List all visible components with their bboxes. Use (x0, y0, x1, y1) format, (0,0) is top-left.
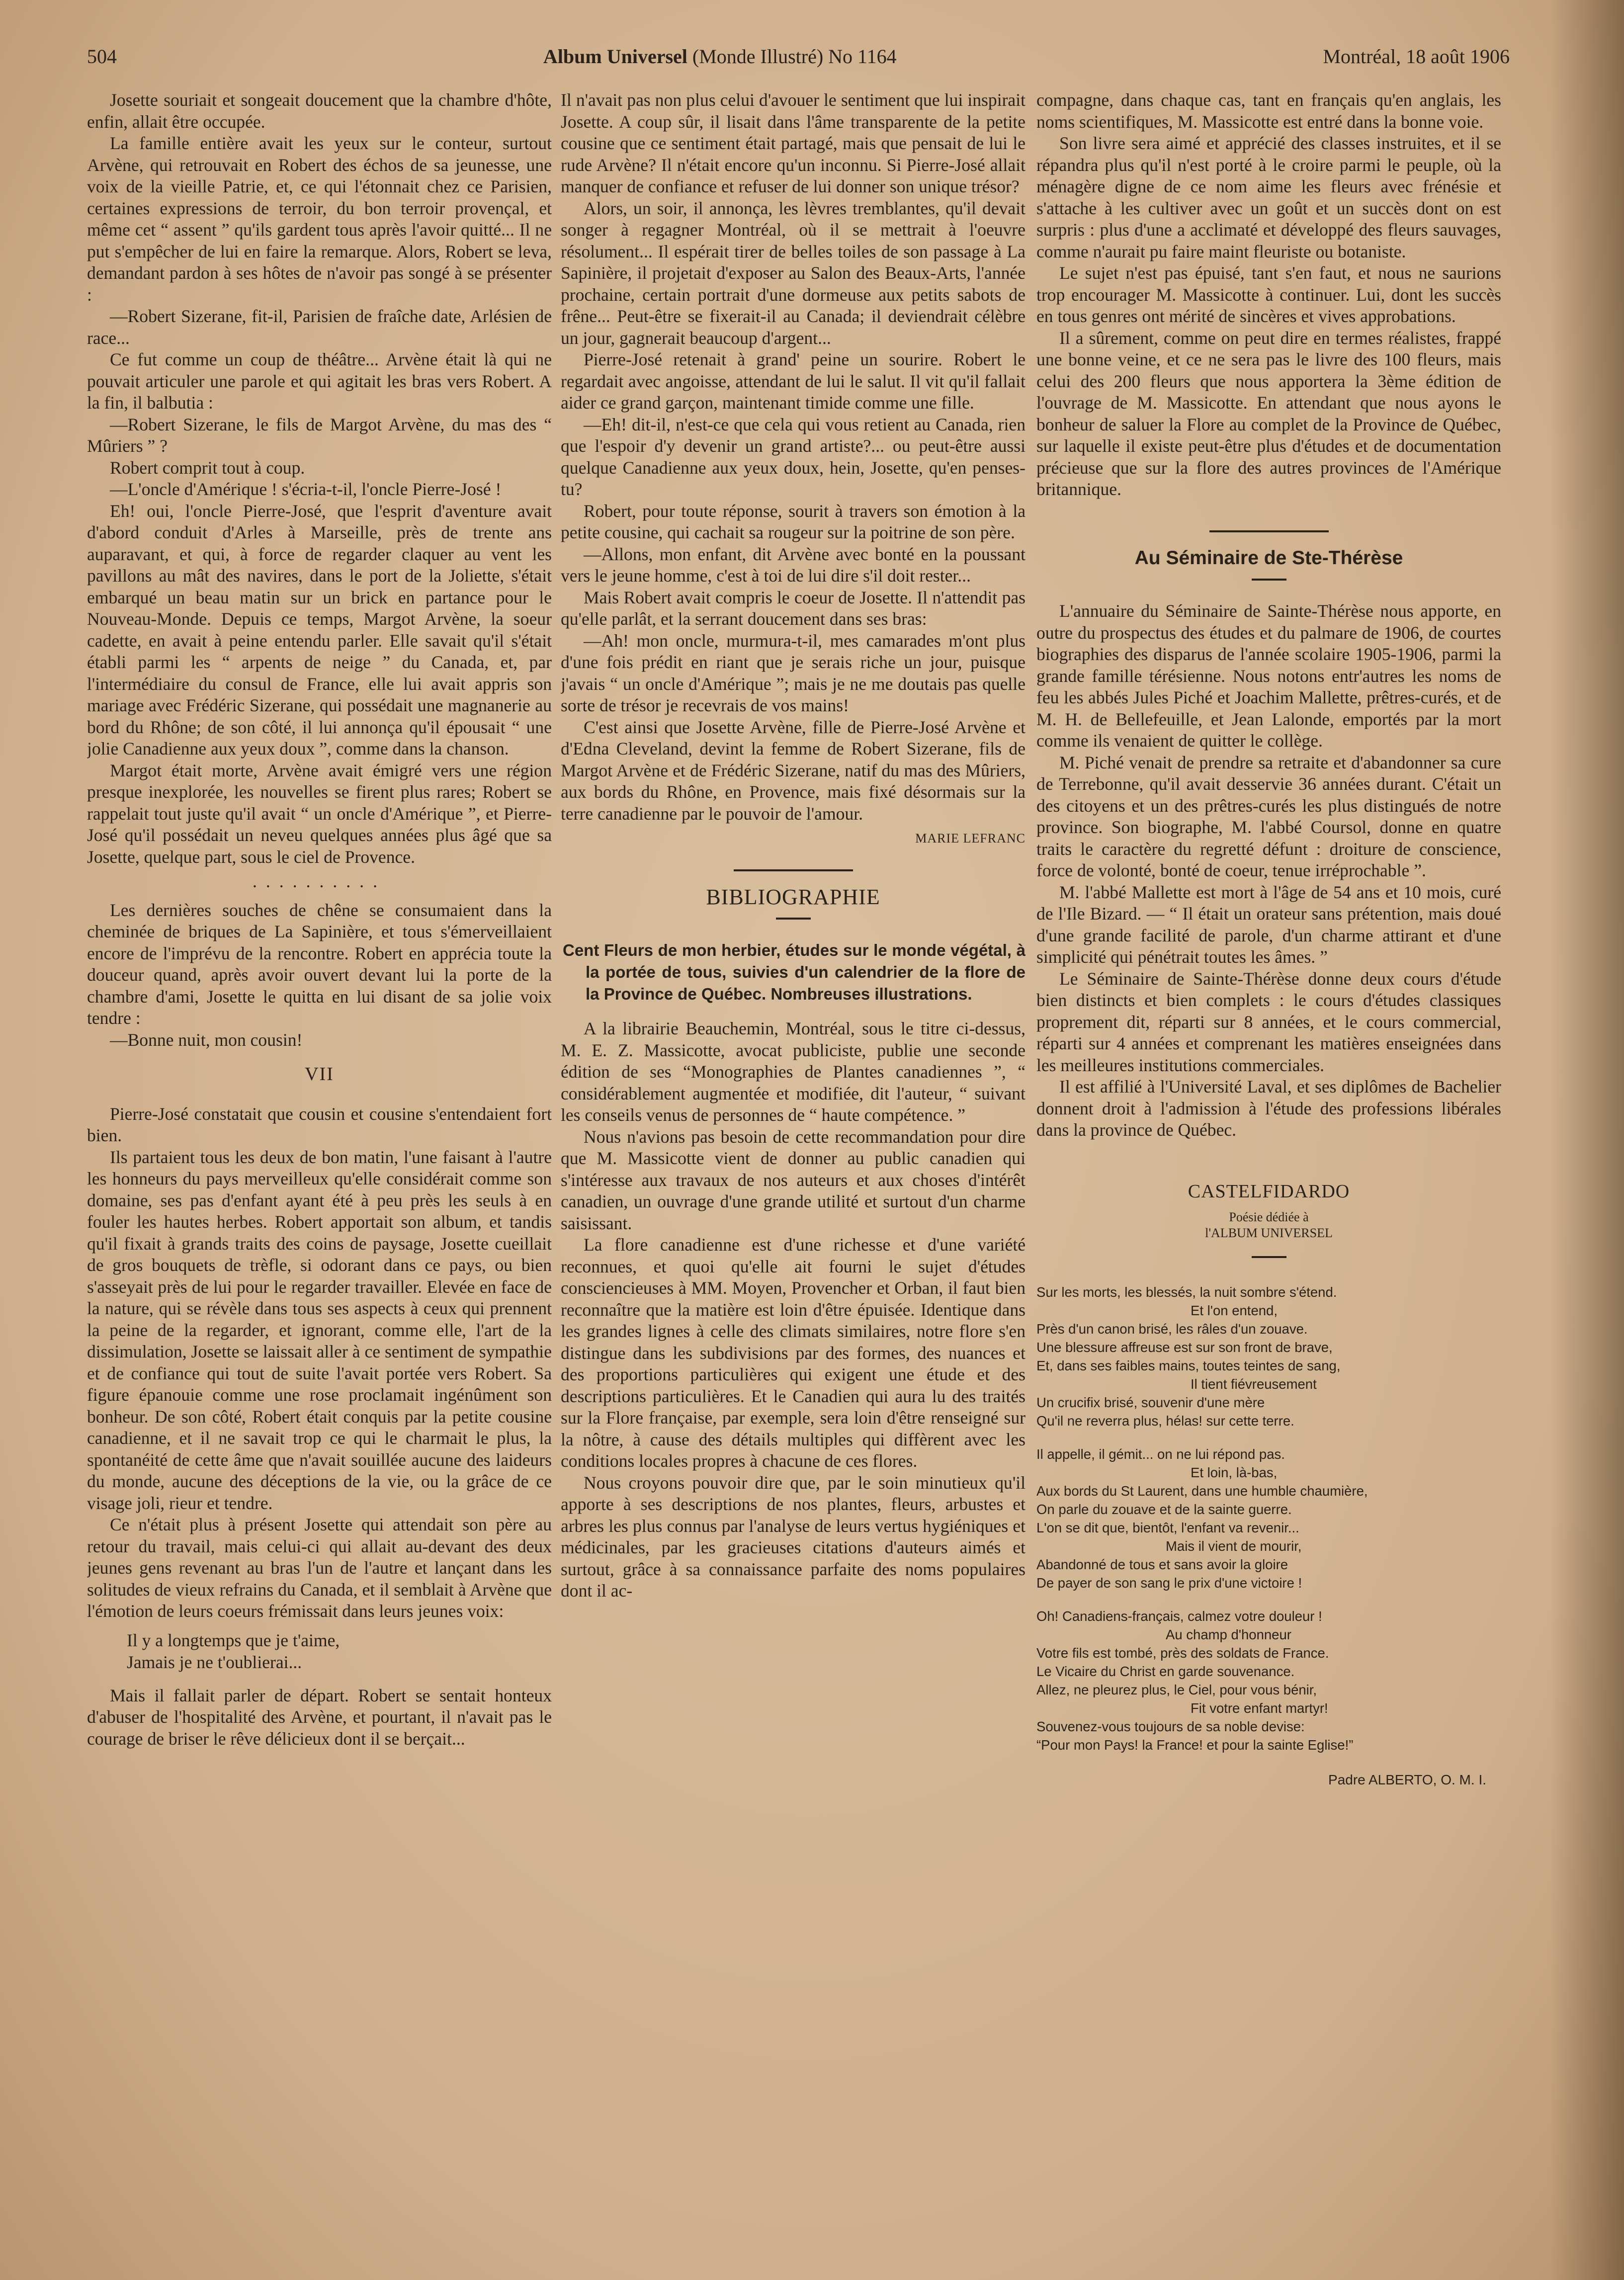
divider-rule-short (1252, 1256, 1286, 1258)
poem-line: Il tient fiévreusement (1191, 1376, 1317, 1392)
poem-line: Une blessure affreuse est sur son front de brave, (1036, 1340, 1333, 1355)
poem-title: CASTELFIDARDO (1188, 1181, 1350, 1202)
book-title: Cent Fleurs de mon herbier, études sur le monde végétal, à la portée de tous, suivies d'un calendrier de la flore de la Province de Québec. Nombreuses illustrations. (563, 941, 1026, 1003)
paragraph: Pierre-José constatait que cousin et cousine s'entendaient fort bien. (87, 1103, 552, 1145)
poem-line: “Pour mon Pays! la France! et pour la sainte Eglise!” (1036, 1737, 1354, 1753)
page-edge-shadow (1549, 0, 1624, 2280)
paragraph: Les dernières souches de chêne se consumaient dans la cheminée de briques de La Sapinière, et tous s'émerveillaient encore de l'imprévu de la rencontre. Robert en apprécia toute la douceur quand, après avoir ouvert devant lui la porte de la chambre d'ami, Josette le quitta en lui disant de sa jolie voix tendre : (87, 900, 552, 1028)
paragraph: Robert comprit tout à coup. (110, 457, 305, 478)
poem-line: Allez, ne pleurez plus, le Ciel, pour vous bénir, (1036, 1682, 1317, 1697)
paragraph: compagne, dans chaque cas, tant en français qu'en anglais, les noms scientifiques, M. Massicotte est entré dans la bonne voie. (1036, 90, 1501, 132)
divider-rule (734, 869, 853, 871)
poem-line: Le Vicaire du Christ en garde souvenance. (1036, 1664, 1295, 1679)
poem-dedication: l'ALBUM UNIVERSEL (1205, 1226, 1333, 1240)
paragraph: Il n'avait pas non plus celui d'avouer le sentiment que lui inspirait Josette. A coup sûr, il lisait dans l'âme transparente de la petite cousine que ce sentiment était partagé, mais que pensait de lui le rude Arvène? Il n'était encore qu'un inconnu. Si Pierre-José allait manquer de confiance et refuser de lui donner son unique trésor? (561, 90, 1026, 196)
paragraph: —Robert Sizerane, fit-il, Parisien de fraîche date, Arlésien de race... (87, 306, 552, 348)
poem-line: Près d'un canon brisé, les râles d'un zouave. (1036, 1321, 1308, 1337)
paragraph: Alors, un soir, il annonça, les lèvres tremblantes, qu'il devait songer à regagner Montréal, où il se mettrait à l'oeuvre résolument... Il espérait tirer de belles toiles de son passage à La Sapinière, il projetait d'exposer au Salon des Beaux-Arts, l'année prochaine, certain portrait d'une dormeuse aux petits sabots de frêne... Peut-être se fixerait-il au Canada; il deviendrait célèbre un jour, gagnerait beaucoup d'argent... (561, 198, 1026, 348)
poem-line: Votre fils est tombé, près des soldats de France. (1036, 1645, 1329, 1661)
divider-rule (1209, 530, 1329, 532)
column-1 (87, 89, 552, 2257)
paragraph: —Eh! dit-il, n'est-ce que cela qui vous retient au Canada, rien que l'espoir d'y devenir un grand artiste?... ou peut-être aussi quelque Canadienne aux yeux doux, hein, Josette, qu'en penses-tu? (561, 414, 1026, 499)
publication-issue: (Monde Illustré) No 1164 (692, 45, 897, 68)
paragraph: La famille entière avait les yeux sur le conteur, surtout Arvène, qui retrouvait en Robert des échos de sa jeunesse, une voix de la vieille Patrie, et, ce qui l'étonnait chez ce Parisien, certaines expressions de terroir, du bon terroir provençal, et même cet “ assent ” qu'ils gardent tous après l'avoir quitté... Il ne put s'empêcher de lui en faire la remarque. Alors, Robert se leva, demandant pardon à ses hôtes de n'avoir pas songé à se présenter : (87, 133, 552, 305)
paragraph: —Ah! mon oncle, murmura-t-il, mes camarades m'ont plus d'une fois prédit en riant que je serais riche un jour, puisque j'avais “ un oncle d'Amérique ”; mais je ne me doutais pas quelle sorte de trésor je recevrais de vos mains! (561, 630, 1026, 715)
column-2 (561, 89, 1026, 2257)
paragraph: Mais il fallait parler de départ. Robert se sentait honteux d'abuser de l'hospitalité des Arvène, et pourtant, il n'avait pas le courage de briser le rêve délicieux dont il se berçait... (87, 1685, 552, 1749)
divider-rule-short (776, 918, 811, 920)
poem-stanza (1036, 1283, 1501, 1430)
poem (1036, 1283, 1501, 1754)
paragraph: —L'oncle d'Amérique ! s'écria-t-il, l'oncle Pierre-José ! (110, 479, 502, 499)
paragraph: Josette souriait et songeait doucement que la chambre d'hôte, enfin, allait être occupée. (87, 90, 552, 132)
paragraph: Mais Robert avait compris le coeur de Josette. Il n'attendit pas qu'elle parlât, et la serrant doucement dans ses bras: (561, 587, 1026, 629)
paragraph: —Bonne nuit, mon cousin! (110, 1029, 303, 1050)
paragraph: La flore canadienne est d'une richesse et d'une variété reconnues, et quoi qu'elle ait fourni le sujet d'études consciencieuses à MM. Moyen, Provencher et Orban, il faut bien reconnaître que la matière est loin d'être épuisée. Identique dans les grandes lignes à celle des climats similaires, notre flore s'en distingue dans les subdivisions par des formes, des nuances et des proportions particulières qui exigent une étude et des descriptions particulières. Et le Canadien qui aura lu des traités sur la Flore française, par exemple, sera loin d'être renseigné sur la nôtre, à cause des détails multiples qui diffèrent avec les conditions locales propres à chacune de ces flores. (561, 1235, 1026, 1471)
paragraph: M. l'abbé Mallette est mort à l'âge de 54 ans et 10 mois, curé de l'Ile Bizard. — “ Il était un orateur sans prétention, mais doué d'une grande facilité de parole, d'un charme attirant et d'une simplicité qui pénétrait toutes les âmes. ” (1036, 882, 1501, 967)
paragraph: Il est affilié à l'Université Laval, et ses diplômes de Bachelier donnent droit à l'admission à l'étude des professions libérales dans la province de Québec. (1036, 1077, 1501, 1140)
verse-line: Il y a longtemps que je t'aime, (127, 1630, 340, 1650)
paragraph: Eh! oui, l'oncle Pierre-José, que l'esprit d'aventure avait d'abord conduit d'Arles à Marseille, près de trente ans auparavant, et qui, à force de regarder claquer au vent les pavillons au mât des navires, dans le port de la Joliette, s'était embarqué un beau matin sur un brick en partance pour le Nouveau-Monde. Depuis ce temps, Margot Arvène, la soeur cadette, en avait à peine entendu parler. Elle savait qu'il s'était établi parmi les “ arpents de neige ” du Canada, et, par l'intermédiaire du consul de France, elle lui avait appris son mariage avec Frédéric Sizerane, qui possédait une magnanerie au bord du Rhône; de son côté, il lui annonça qu'il épousait “ une jolie Canadienne aux yeux doux ”, comme dans la chanson. (87, 501, 552, 759)
paragraph: Nous croyons pouvoir dire que, par le soin minutieux qu'il apporte à ses descriptions de nos plantes, fleurs, arbustes et arbres les plus connus par l'analyse de leurs vertus hygiéniques et médicinales, par les gracieuses citations d'auteurs aimés et surtout, grâce à sa connaissance parfaite des noms populaires dont il ac- (561, 1472, 1026, 1601)
paragraph: M. Piché venait de prendre sa retraite et d'abandonner sa cure de Terrebonne, qu'il avait desservie 36 années durant. C'était un des citoyens et un des prêtres-curés les plus distingués de notre province. Son biographe, M. l'abbé Coursol, donne en quatre traits le caractère du regretté défunt : droiture de conscience, force de volonté, bonté de coeur, tenue irréprochable ”. (1036, 752, 1501, 880)
paragraph: Ce n'était plus à présent Josette qui attendait son père au retour du travail, mais celui-ci qui allait au-devant des deux jeunes gens revenant au bras l'un de l'autre et lançant dans les solitudes de vieux refrains du Canada, et il semblait à Arvène que l'émotion de leurs coeurs frémissait dans leurs jeunes voix: (87, 1515, 552, 1621)
poem-stanza (1036, 1445, 1501, 1592)
poem-line: Un crucifix brisé, souvenir d'une mère (1036, 1395, 1265, 1410)
paragraph: A la librairie Beauchemin, Montréal, sous le titre ci-dessus, M. E. Z. Massicotte, avocat publiciste, publie une seconde édition de ses “Monographies de Plantes canadiennes ”, “ considérablement augmentée et modifiée, dit l'auteur, “ suivant les conseils venus de personnes de “ haute compétence. ” (561, 1018, 1026, 1125)
poem-line: Et, dans ses faibles mains, toutes teintes de sang, (1036, 1358, 1341, 1373)
poem-line: Souvenez-vous toujours de sa noble devise: (1036, 1719, 1305, 1734)
paragraph: —Allons, mon enfant, dit Arvène avec bonté en la poussant vers le jeune homme, c'est à toi de lui dire s'il doit rester... (561, 544, 1026, 586)
poem-line: De payer de son sang le prix d'une victoire ! (1036, 1575, 1302, 1591)
poem-line: Et l'on entend, (1191, 1303, 1278, 1318)
poem-line: Abandonné de tous et sans avoir la gloire (1036, 1557, 1288, 1572)
paragraph: Ils partaient tous les deux de bon matin, l'une faisant à l'autre les honneurs du pays merveilleux qu'elle considérait comme son domaine, ses pas d'enfant ayant été à peu près les seuls à en fouler les hautes herbes. Robert apportait son album, et tandis qu'il fixait à grands traits des coins de paysage, Josette cueillait de gros bouquets de trèfle, si odorant dans ce pays, ou bien s'asseyait près de lui pour le regarder travailler. Elevée en face de la nature, qui se révèle dans tous ses aspects à ceux qui prennent la peine de la regarder, et ignorant, comme elle, l'art de la dissimulation, Josette se laissait aller à ce sentiment de sympathie et de confiance qui tout de suite l'avait portée vers Robert. Sa figure épanouie comme une rose proclamait ingénûment son bonheur. De son côté, Robert était conquis par la petite cousine canadienne, et il ne savait trop ce qui le charmait le plus, la spontanéité de cette âme que n'avait souillée aucune des laideurs du monde, aucune des déceptions de la vie, ou la grâce de ce visage joli, rieur et tendre. (87, 1147, 552, 1513)
chapter-heading: VII (305, 1064, 334, 1085)
poem-line: Mais il vient de mourir, (1166, 1538, 1302, 1554)
paragraph: Margot était morte, Arvène avait émigré vers une région presque inexplorée, les nouvelles se firent plus rares; Robert se rappelait tout juste qu'il avait “ un oncle d'Amérique ”, et Pierre-José qu'il possédait un neveu quelques années plus âgé que sa Josette, quelque part, sous le ciel de Provence. (87, 760, 552, 867)
page-number: 504 (87, 45, 117, 68)
paragraph: Le sujet n'est pas épuisé, tant s'en faut, et nous ne saurions trop encourager M. Massicotte à continuer. Lui, dont les succès en tous genres ont mérité de sincères et vives approbations. (1036, 263, 1501, 326)
section-break-dots: .......... (253, 871, 386, 891)
verse-line: Jamais je ne t'oublierai... (127, 1652, 302, 1672)
poem-line: Oh! Canadiens-français, calmez votre douleur ! (1036, 1608, 1322, 1624)
poem-line: Fit votre enfant martyr! (1191, 1700, 1328, 1716)
poem-line: L'on se dit que, bientôt, l'enfant va revenir... (1036, 1520, 1299, 1535)
paragraph: Ce fut comme un coup de théâtre... Arvène était là qui ne pouvait articuler une parole et qui agitait les bras vers Robert. A la fin, il balbutia : (87, 349, 552, 413)
poem-line: Au champ d'honneur (1166, 1627, 1291, 1642)
paragraph: Il a sûrement, comme on peut dire en termes réalistes, frappé une bonne veine, et ce ne sera pas le livre des 100 fleurs, mais celui des 200 fleurs que nous apportera la 3ème édition de l'ouvrage de M. Massicotte. En attendant que nous ayons le bonheur de saluer la Flore au complet de la Province de Québec, sur laquelle il existe peut-être plus d'études et de documentation précieuse que sur la flore des autres provinces de l'Amérique britannique. (1036, 328, 1501, 499)
paragraph: Son livre sera aimé et apprécié des classes instruites, et il se répandra plus qu'il n'est porté à le croire parmi le peuple, où la ménagère digne de ce nom aime les fleurs avec frénésie et s'attache à les cultiver avec un goût et un succès dont on est surpris : plus d'une a acclimaté et développé des fleurs sauvages, comme n'aurait pu faire maint fleuriste ou botaniste. (1036, 133, 1501, 261)
paragraph: Le Séminaire de Sainte-Thérèse donne deux cours d'étude bien distincts et bien complets : le cours d'études classiques proprement dit, réparti sur 8 années, et le cours commercial, réparti sur 4 années et comprenant les matières enseignées dans les meilleures institutions commerciales. (1036, 968, 1501, 1075)
poem-dedication: Poésie dédiée à (1229, 1210, 1309, 1224)
poem-line: Qu'il ne reverra plus, hélas! sur cette terre. (1036, 1413, 1294, 1429)
column-3 (1036, 89, 1501, 2257)
poem-line: Aux bords du St Laurent, dans une humble chaumière, (1036, 1483, 1368, 1499)
paragraph: L'annuaire du Séminaire de Sainte-Thérèse nous apporte, en outre du prospectus des études et du palmare de 1906, de courtes biographies des disparus de l'année scolaire 1905-1906, parmi la grande famille térésienne. Nous notons entr'autres les noms de feu les abbés Jules Piché et Joachim Mallette, prêtres-curés, et de M. H. de Bellefeuille, et Jean Lalonde, emportés par la mort comme ils venaient de quitter le collège. (1036, 601, 1501, 751)
poem-line: Il appelle, il gémit... on ne lui répond pas. (1036, 1446, 1285, 1462)
poem-line: Sur les morts, les blessés, la nuit sombre s'étend. (1036, 1284, 1337, 1300)
publication-title (543, 45, 897, 68)
paragraph: C'est ainsi que Josette Arvène, fille de Pierre-José Arvène et d'Edna Cleveland, devint la femme de Robert Sizerane, fils de Margot Arvène et de Frédéric Sizerane, natif du mas des Mûriers, aux bords du Rhône, en Provence, mais fixé désormais sur la terre canadienne par le pouvoir de l'amour. (561, 717, 1026, 824)
poem-author: Padre ALBERTO, O. M. I. (1328, 1772, 1486, 1787)
paragraph: Pierre-José retenait à grand' peine un sourire. Robert le regardait avec angoisse, attendant de lui le salut. Il vit qu'il fallait aider ce grand garçon, maintenant timide comme une fille. (561, 349, 1026, 413)
song-verse (87, 1629, 552, 1673)
poem-stanza (1036, 1607, 1501, 1754)
author-signature: MARIE LEFRANC (915, 831, 1026, 845)
publication-name: Album Universel (543, 45, 687, 68)
divider-rule-short (1252, 579, 1286, 581)
paragraph: —Robert Sizerane, le fils de Margot Arvène, du mas des “ Mûriers ” ? (87, 414, 552, 456)
issue-date: Montréal, 18 août 1906 (1323, 45, 1510, 68)
paragraph: Nous n'avions pas besoin de cette recommandation pour dire que M. Massicotte vient de donner au public canadien qui s'intéresse aux travaux de nos auteurs et aux choses d'intérêt canadien, un ouvrage d'une grande utilité et surtout d'un charme saisissant. (561, 1126, 1026, 1233)
paragraph: Robert, pour toute réponse, sourit à travers son émotion à la petite cousine, qui cachait sa rougeur sur la poitrine de son père. (561, 501, 1026, 542)
section-title: BIBLIOGRAPHIE (706, 884, 880, 909)
poem-line: On parle du zouave et de la sainte guerre. (1036, 1502, 1292, 1517)
running-head (87, 39, 1510, 74)
article-title: Au Séminaire de Ste-Thérèse (1134, 547, 1403, 569)
poem-line: Et loin, là-bas, (1191, 1465, 1278, 1480)
